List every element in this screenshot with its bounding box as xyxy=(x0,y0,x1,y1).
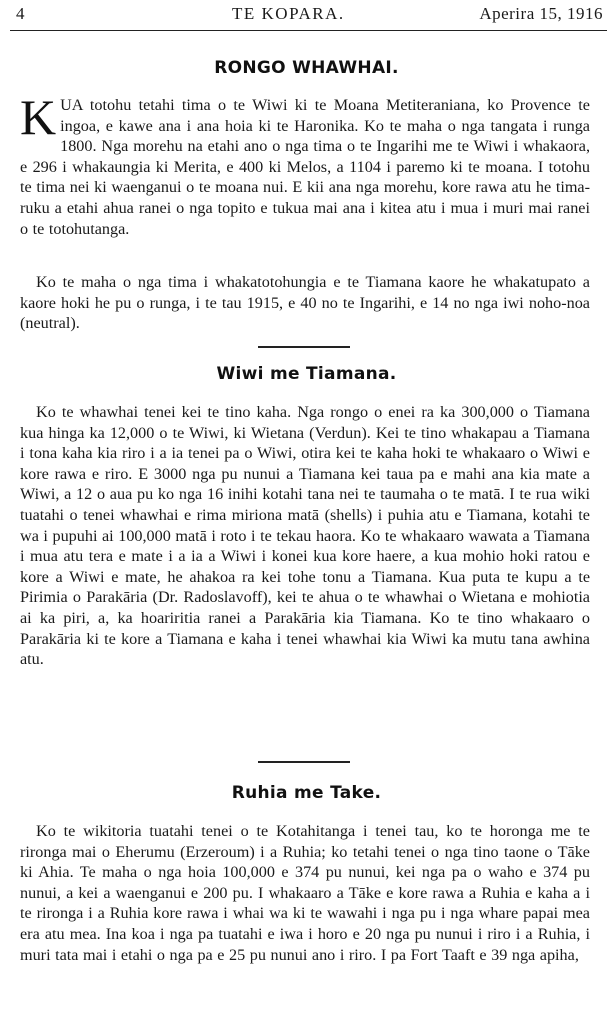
issue-date: Aperira 15, 1916 xyxy=(479,4,603,23)
section-divider xyxy=(258,346,350,348)
article-heading-rongo-whawhai: RONGO WHAWHAI. xyxy=(214,58,399,78)
paragraph-text: UA totohu tetahi tima o te Wiwi ki te Moana Metiteraniana, ko Provence te ingoa, e kawe ana i ana hoia ki te Haronika. Ko te maha o nga tangata i runga 1800. Nga morehu na etahi ano o nga tima o te Ingarihi me te Wiwi i whakaora, e 296 i whakaungia ki Merita, e 400 ki Melos, a 1104 i paremo ki te moana. I totohu te tima nei ki waenganui o te moana nui. E kii ana nga morehu, kore rawa atu he tima-ruku a etahi ahua ranei o nga topito e tukua mai ana i kitea atu i mua i muri mai ranei o te totohutanga. xyxy=(20,96,590,238)
header-rule xyxy=(10,30,607,31)
section-divider xyxy=(258,761,350,763)
page-header xyxy=(10,0,607,30)
page-number: 4 xyxy=(16,4,25,23)
drop-cap: K xyxy=(20,89,57,145)
article-heading-wiwi-me-tiamana: Wiwi me Tiamana. xyxy=(216,364,397,384)
publication-title: TE KOPARA. xyxy=(232,4,345,23)
article-paragraph xyxy=(20,89,590,239)
article-paragraph: Ko te wikitoria tuatahi tenei o te Kotahitanga i tenei tau, ko te horonga me te rironga mai o Eherumu (Erzeroum) i a Ruhia; ko tetahi tenei o nga tino taone o Tāke ki Ahia. Te maha o nga hoia 100,000 e 374 pu nunui, kei nga pa o waho e 374 pu nunui, a kei a waenganui e 200 pu. I whakaaro a Tāke e kore rawa a Ruhia e kaha a i te rironga i a Ruhia kore rawa i whai wa ki te wawahi i nga pu i nga whare papai mea era atu mea. Ina koa i nga pa tuatahi e iwa i horo e 20 nga pu nunui i riro i a Ruhia, i muri tata mai i etahi o nga pa e 25 pu nunui ano i riro. I pa Fort Taaft e 39 nga apiha, xyxy=(20,822,590,964)
article-heading-ruhia-me-take: Ruhia me Take. xyxy=(231,783,382,803)
article-paragraph: Ko te maha o nga tima i whakatotohungia e te Tiamana kaore he whakatupato a kaore hoki he pu o runga, i te tau 1915, e 40 no te Ingarihi, e 14 no nga iwi noho-noa (neutral). xyxy=(20,273,590,333)
article-paragraph: Ko te whawhai tenei kei te tino kaha. Nga rongo o enei ra ka 300,000 o Tiamana kua hinga ka 12,000 o te Wiwi, ki Wietana (Verdun). Kei te tino whakapau a Tiamana i tona kaha kia riro i a ia tenei pa o Wiwi, otira kei te kaha hoki te whakaaro o Wiwi e kore rawa e riro. E 3000 nga pu nunui a Tiamana kei taua pa e mahi ana kia mate a Wiwi, a 12 o aua pu ko nga 16 inihi kotahi tana nei te taumaha o te matā. I te rua wiki tuatahi o tenei whawhai e rima miriona matā (shells) i puhia atu e Tiamana, kotahi te wa i pupuhi ai 100,000 matā i roto i te tekau haora. Ko te whakaaro wawata a Tiamana i mua atu tera e mate i a ia a Wiwi i konei kua kore haere, a kua mohio hoki ratou e kore a Wiwi e mate, he ahakoa ra kei tohe tonu a Tiamana. Kua puta te kupu a te Pirimia o Parakāria (Dr. Radoslavoff), kei te ahua o te whawhai o Wietana e mohiotia ai ka piri, a, ka hoariritia ranei a Parakāria kia Tiamana. Ko te tino whakaaro o Parakāria ki te kore a Tiamana e kaha i tenei whawhai kia Wiwi ka mutu tana awhina atu. xyxy=(20,403,590,669)
